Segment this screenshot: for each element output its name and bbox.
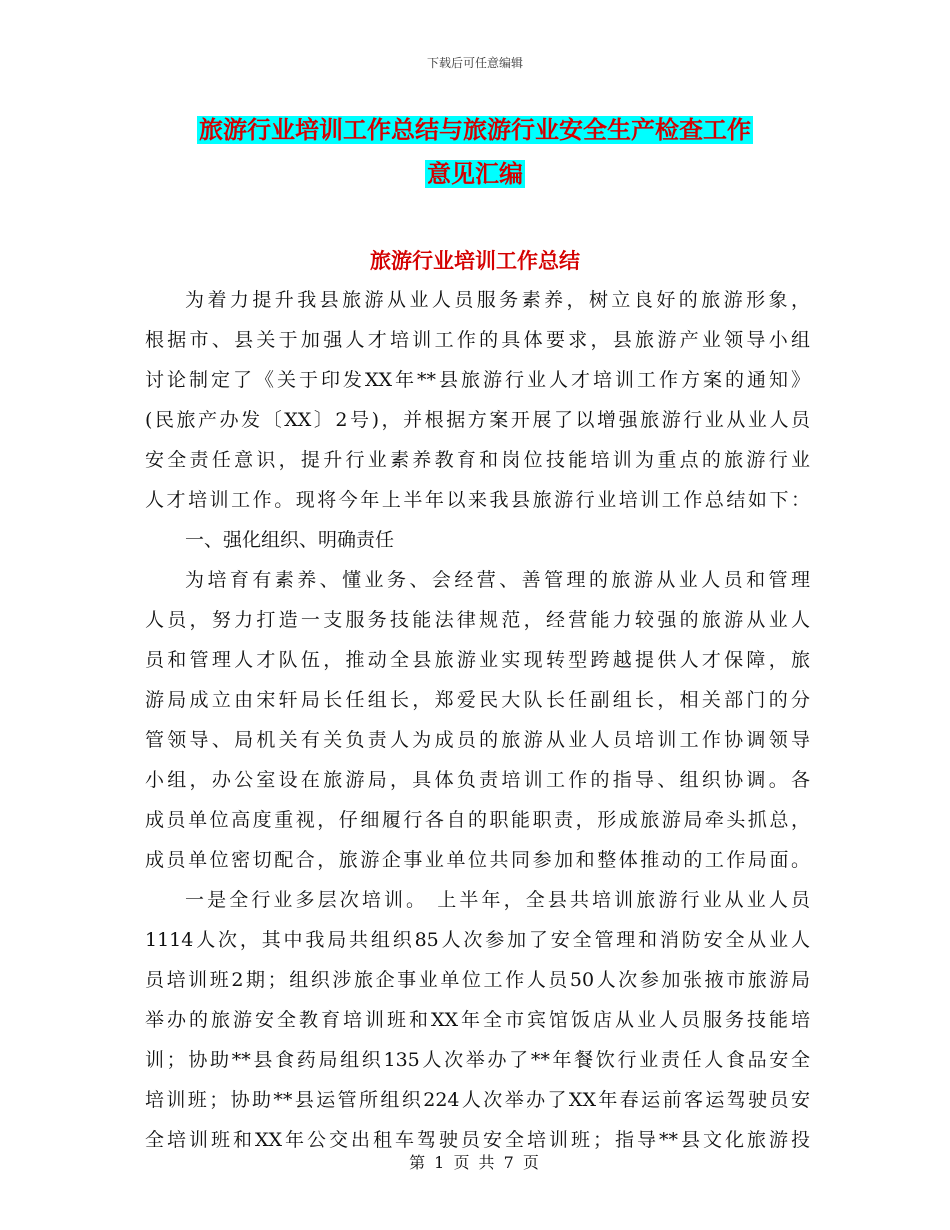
paragraph-line: 举办的旅游安全教育培训班和XX年全市宾馆饭店从业人员服务技能培	[145, 1009, 810, 1031]
document-title-text-1: 旅游行业培训工作总结与旅游行业安全生产检查工作	[199, 116, 751, 144]
paragraph-line: 讨论制定了《关于印发XX年**县旅游行业人才培训工作方案的通知》	[145, 369, 810, 391]
paragraph-line: 管领导、局机关有关负责人为成员的旅游从业人员培训工作协调领导	[145, 729, 810, 751]
paragraph-line: 员培训班2期；组织涉旅企事业单位工作人员50人次参加张掖市旅游局	[145, 969, 810, 991]
paragraph-line: 训；协助**县食药局组织135人次举办了**年餐饮行业责任人食品安全	[145, 1049, 810, 1071]
page-header-note: 下载后可任意编辑	[426, 56, 523, 70]
paragraph-line: 一是全行业多层次培训。 上半年，全县共培训旅游行业从业人员	[185, 889, 810, 911]
paragraph-line: 人才培训工作。现将今年上半年以来我县旅游行业培训工作总结如下：	[145, 489, 810, 511]
paragraph-line: 为着力提升我县旅游从业人员服务素养，树立良好的旅游形象，	[185, 289, 810, 311]
paragraph-line: 培训班；协助**县运管所组织224人次举办了XX年春运前客运驾驶员安	[145, 1089, 810, 1111]
paragraph-line: 成员单位高度重视，仔细履行各自的职能职责，形成旅游局牵头抓总，	[145, 809, 810, 831]
section-heading: 一、强化组织、明确责任	[185, 529, 395, 551]
document-title-line-1	[0, 109, 950, 151]
paragraph-line: 成员单位密切配合，旅游企事业单位共同参加和整体推动的工作局面。	[145, 849, 810, 871]
paragraph-line: 小组，办公室设在旅游局，具体负责培训工作的指导、组织协调。各	[145, 769, 810, 791]
paragraph-line: 员和管理人才队伍，推动全县旅游业实现转型跨越提供人才保障，旅	[145, 649, 810, 671]
paragraph-line: 为培育有素养、懂业务、会经营、善管理的旅游从业人员和管理	[185, 569, 810, 591]
paragraph-line: (民旅产办发〔XX〕2号)，并根据方案开展了以增强旅游行业从业人员	[145, 409, 810, 431]
section-title: 旅游行业培训工作总结	[370, 249, 580, 273]
paragraph-line: 安全责任意识，提升行业素养教育和岗位技能培训为重点的旅游行业	[145, 449, 810, 471]
paragraph-line: 人员，努力打造一支服务技能法律规范，经营能力较强的旅游从业人	[145, 609, 810, 631]
paragraph-line: 根据市、县关于加强人才培训工作的具体要求，县旅游产业领导小组	[145, 329, 810, 351]
document-title-text-2: 意见汇编	[427, 160, 523, 188]
paragraph-line: 全培训班和XX年公交出租车驾驶员安全培训班；指导**县文化旅游投	[145, 1129, 810, 1151]
page-footer: 第 1 页 共 7 页	[409, 1153, 541, 1172]
paragraph-line: 游局成立由宋轩局长任组长，郑爱民大队长任副组长，相关部门的分	[145, 689, 810, 711]
paragraph-line: 1114人次，其中我局共组织85人次参加了安全管理和消防安全从业人	[145, 929, 810, 951]
document-title-line-2	[0, 153, 950, 195]
